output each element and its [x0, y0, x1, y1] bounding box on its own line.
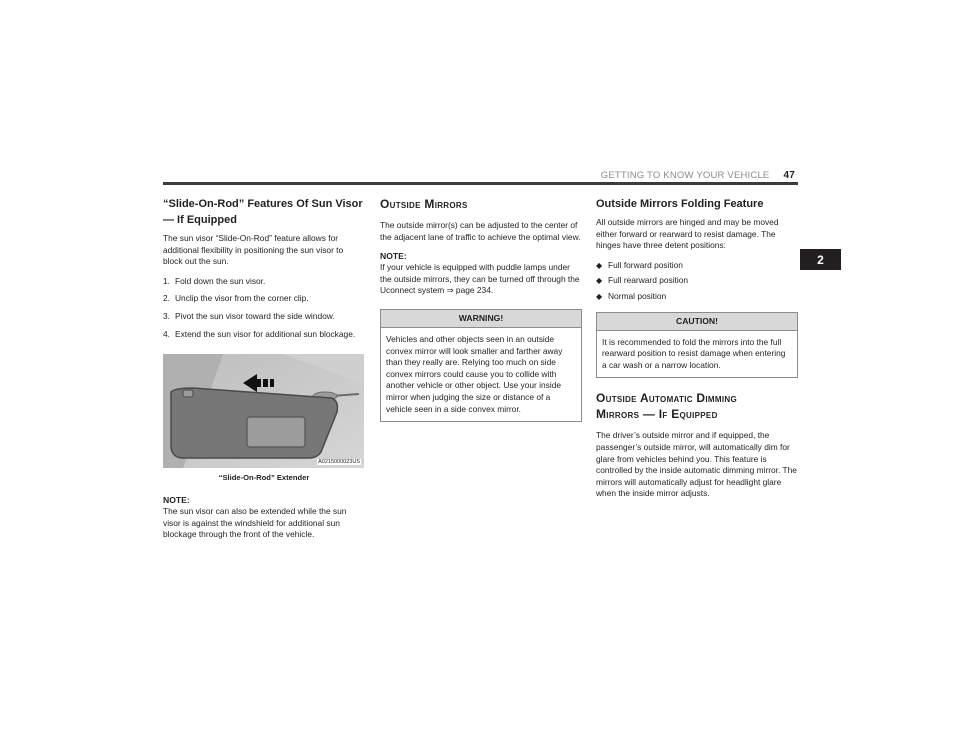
outside-mirrors-intro: The outside mirror(s) can be adjusted to the center of the adjacent lane of traffic to achieve the optimal view.	[380, 220, 581, 242]
step-item: 3. Pivot the sun visor toward the side window.	[163, 310, 335, 321]
sun-visor-figure	[163, 354, 364, 468]
chapter-tab[interactable]: 2	[800, 249, 841, 270]
sun-visor-heading: “Slide-On-Rod” Features Of Sun Visor — If Equipped	[163, 198, 363, 226]
list-item: ◆ Full rearward position	[596, 275, 689, 286]
caution-text: It is recommended to fold the mirrors into the full rearward position to resist damage when entering a car wash or a narrow location.	[602, 336, 786, 370]
auto-dimming-heading: Outside Automatic Dimming Mirrors — If Equipped	[596, 391, 737, 422]
mirror-folding-intro: All outside mirrors are hinged and may be moved either forward or rearward to resist damage. The hinges have three detent positions:	[596, 217, 779, 251]
warning-box	[380, 309, 582, 422]
warning-title: WARNING!	[381, 310, 581, 328]
diamond-bullet-icon: ◆	[596, 276, 603, 286]
column-sun-visor	[163, 196, 365, 541]
puddle-lamp-note: If your vehicle is equipped with puddle lamps under the outside mirrors, they can be turned off through the Uconnect system ⇒ page 234.	[380, 262, 580, 296]
caution-title: CAUTION!	[597, 313, 797, 331]
sun-visor-illustration	[163, 354, 364, 468]
reference-arrow-icon: ⇒	[446, 285, 454, 296]
sun-visor-intro: The sun visor “Slide-On-Rod” feature allows for additional flexibility in positioning the sun visor to block out the sun.	[163, 233, 344, 267]
step-item: 4. Extend the sun visor for additional sun blockage.	[163, 328, 356, 339]
detent-positions-list	[596, 260, 798, 303]
list-item: ◆ Normal position	[596, 290, 667, 301]
diamond-bullet-icon: ◆	[596, 260, 603, 270]
auto-dimming-text: The driver’s outside mirror and if equipped, the passenger’s outside mirror, will automatically dim for glare from vehicles behind you. This feature is controlled by the inside automatic dimming mirror. The mirrors will automatically adjust for headlight glare when the inside mirror adjusts.	[596, 430, 797, 499]
figure-caption: “Slide-On-Rod” Extender	[218, 473, 310, 483]
mirror-folding-heading: Outside Mirrors Folding Feature	[596, 198, 764, 210]
warning-text: Vehicles and other objects seen in an outside convex mirror will look smaller and farther away than they really are. Relying too much on side convex mirrors could cause you to collide with another vehicle or other object. Use your inside mirror when judging the size or distance of a vehicle seen in a side convex mirror.	[386, 333, 563, 414]
sun-visor-steps	[163, 276, 365, 340]
sun-visor-note: The sun visor can also be extended while the sun visor is against the windshield for additional sun blockage through the front of the vehicle.	[163, 506, 347, 540]
column-outside-mirrors	[380, 196, 582, 422]
column-mirror-folding	[596, 196, 798, 500]
page-number: 47	[783, 170, 795, 181]
step-item: 1. Fold down the sun visor.	[163, 275, 266, 286]
caution-box	[596, 312, 798, 379]
outside-mirrors-heading: Outside Mirrors	[380, 197, 468, 211]
diamond-bullet-icon: ◆	[596, 291, 603, 301]
step-item: 2. Unclip the visor from the corner clip.	[163, 293, 309, 304]
section-title: GETTING TO KNOW YOUR VEHICLE	[600, 170, 770, 181]
note-label: NOTE:	[380, 251, 407, 262]
header-rule	[163, 182, 798, 185]
note-label: NOTE:	[163, 495, 190, 506]
figure-code: A0215000023US	[318, 459, 360, 466]
page-reference-link[interactable]: page 234.	[455, 285, 494, 296]
list-item: ◆ Full forward position	[596, 259, 683, 270]
